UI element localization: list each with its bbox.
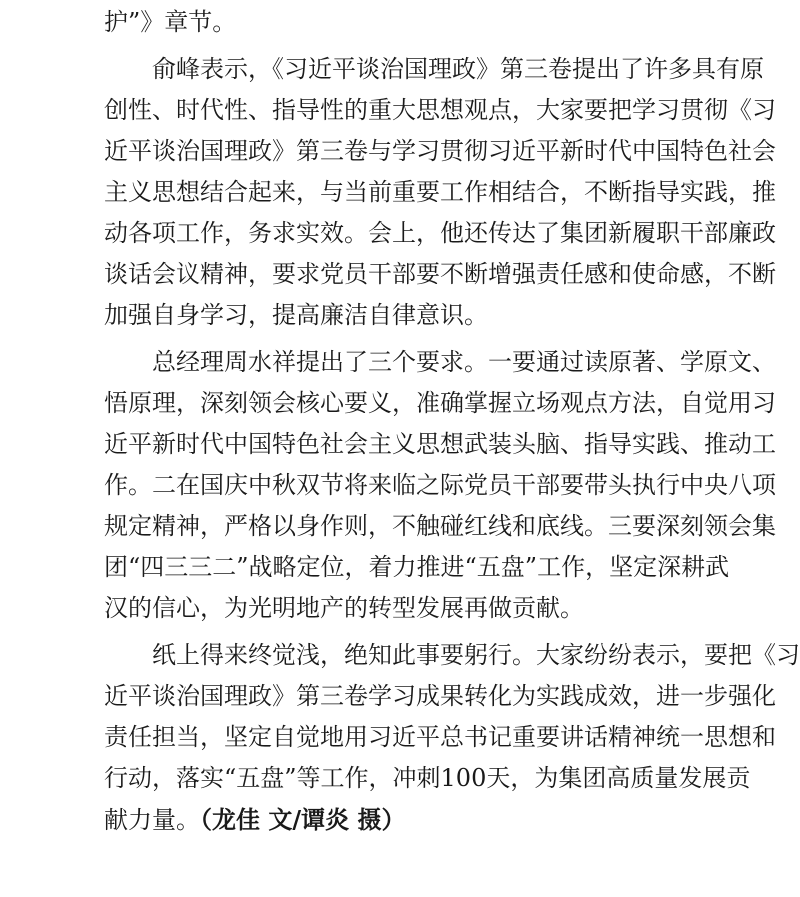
text-line: 创性、时代性、指导性的重大思想观点，大家要把学习贯彻《习 xyxy=(104,96,776,124)
text-line: 加强自身学习，提高廉洁自律意识。 xyxy=(104,301,488,329)
text-line: 主义思想结合起来，与当前重要工作相结合，不断指导实践，推 xyxy=(104,178,776,206)
closing-text: 献力量。 xyxy=(104,806,200,834)
paragraph xyxy=(104,2,704,43)
paragraph xyxy=(104,49,776,336)
text-line: 规定精神，严格以身作则，不触碰红线和底线。三要深刻领会集 xyxy=(104,512,776,540)
text-line: 纸上得来终觉浅，绝知此事要躬行。大家纷纷表示，要把《习 xyxy=(152,641,800,669)
paragraph xyxy=(104,635,800,840)
text-line: 护”》章节。 xyxy=(104,8,237,36)
paragraph xyxy=(104,342,776,629)
text-line: 谈话会议精神，要求党员干部要不断增强责任感和使命感，不断 xyxy=(104,260,776,288)
text-line: 近平新时代中国特色社会主义思想武装头脑、指导实践、推动工 xyxy=(104,430,776,458)
article-body xyxy=(104,2,800,840)
text-line: 总经理周水祥提出了三个要求。一要通过读原著、学原文、 xyxy=(152,348,776,376)
text-line: 作。二在国庆中秋双节将来临之际党员干部要带头执行中央八项 xyxy=(104,471,776,499)
text-line: 汉的信心，为光明地产的转型发展再做贡献。 xyxy=(104,594,584,622)
text-line xyxy=(104,799,704,840)
text-line: 行动，落实“五盘”等工作，冲刺100天，为集团高质量发展贡 xyxy=(104,764,751,792)
text-line: 动各项工作，务求实效。会上，他还传达了集团新履职干部廉政 xyxy=(104,219,776,247)
text-line: 俞峰表示，《习近平谈治国理政》第三卷提出了许多具有原 xyxy=(152,55,764,83)
text-line: 近平谈治国理政》第三卷与学习贯彻习近平新时代中国特色社会 xyxy=(104,137,776,165)
text-line: 团“四三三二”战略定位，着力推进“五盘”工作，坚定深耕武 xyxy=(104,553,730,581)
text-line: 悟原理，深刻领会核心要义，准确掌握立场观点方法，自觉用习 xyxy=(104,389,776,417)
text-line: 责任担当，坚定自觉地用习近平总书记重要讲话精神统一思想和 xyxy=(104,723,776,751)
author-credit: （龙佳 文/谭炎 摄） xyxy=(200,805,406,834)
text-line: 近平谈治国理政》第三卷学习成果转化为实践成效，进一步强化 xyxy=(104,682,776,710)
